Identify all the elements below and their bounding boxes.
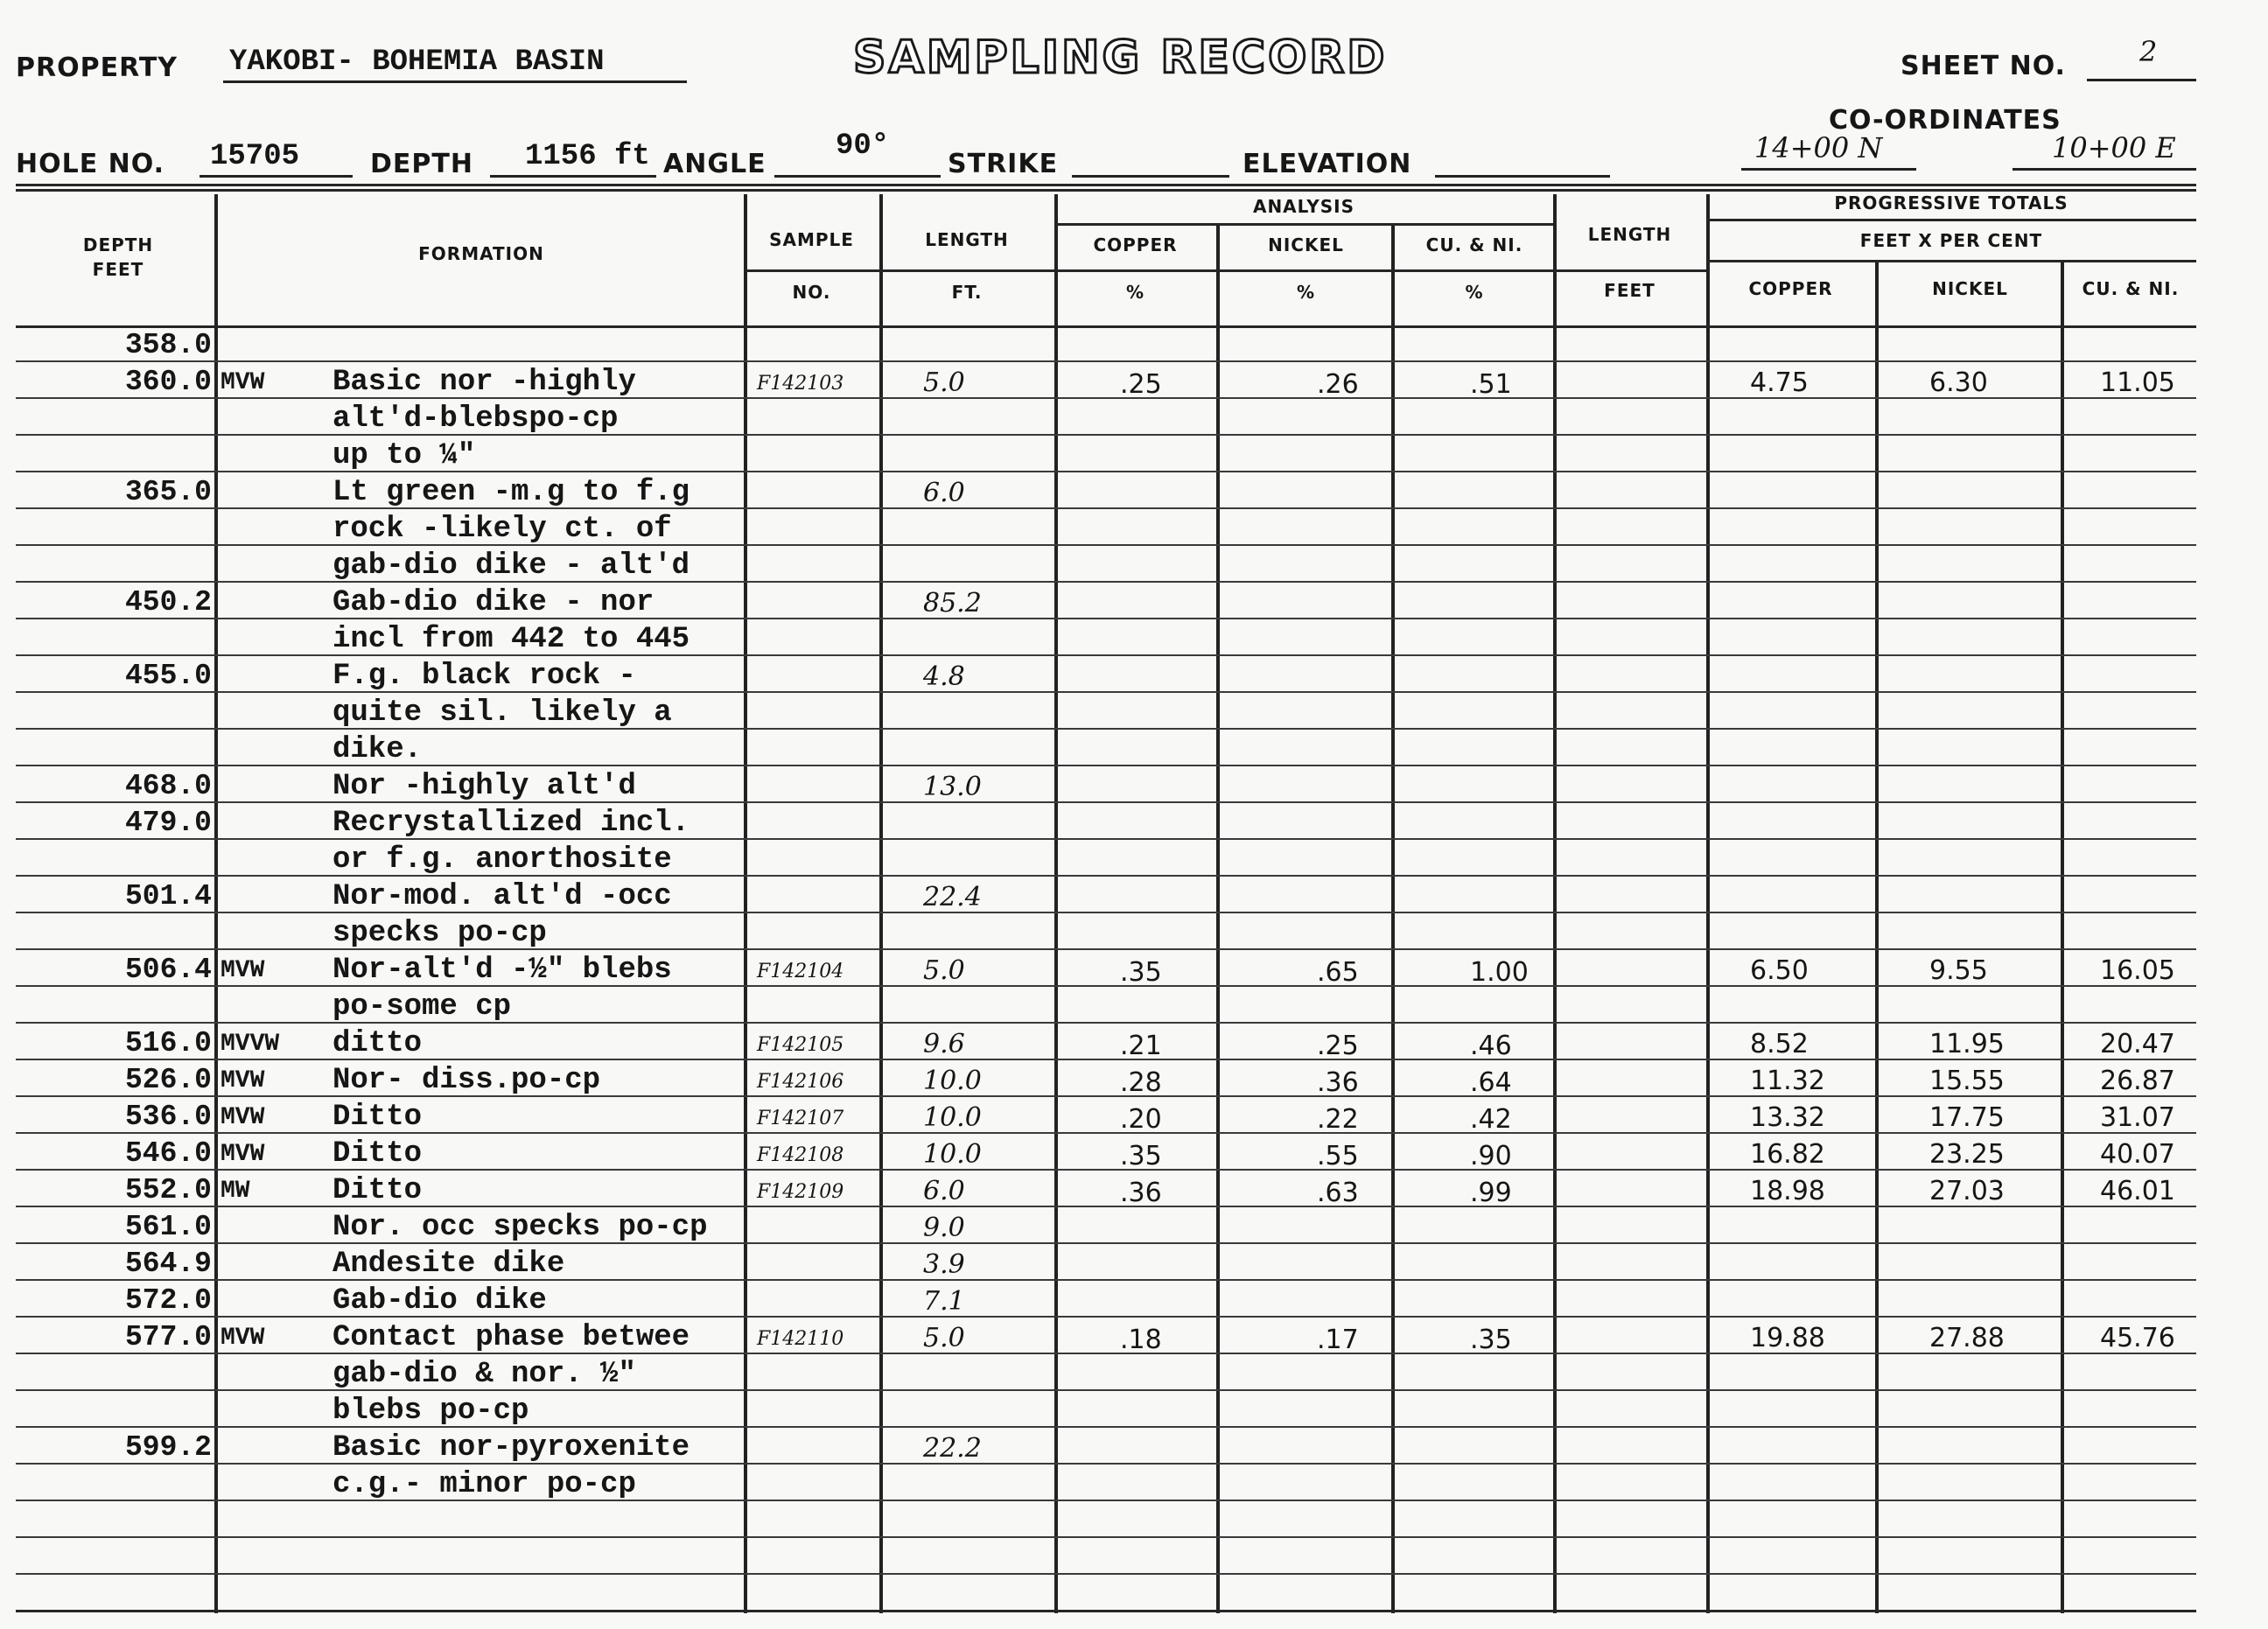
depth-value: 501.4: [124, 880, 212, 912]
formation-text: ditto: [332, 1027, 423, 1060]
depth-value: 536.0: [124, 1101, 212, 1133]
cuni-pct: .64: [1470, 1067, 1512, 1098]
depth-value: 552.0: [124, 1174, 212, 1206]
sample-number: F142109: [757, 1181, 844, 1203]
hole-label: HOLE NO.: [16, 149, 165, 179]
progressive-copper: 8.52: [1750, 1029, 1809, 1059]
table-top-rule: [16, 184, 2196, 186]
length-value: 6.0: [923, 1176, 965, 1206]
col-sample-line2: NO.: [792, 282, 831, 303]
progressive-nickel: 15.55: [1929, 1066, 2005, 1096]
col-nickel-pct: %: [1296, 282, 1316, 303]
zone-code: MVW: [220, 1141, 265, 1168]
progressive-copper: 4.75: [1750, 367, 1809, 398]
depth-value: 506.4: [124, 954, 212, 986]
col-divider-sample: [879, 194, 883, 1613]
table-bottom-rule: [16, 1610, 2196, 1612]
progressive-cuni: 45.76: [2100, 1323, 2175, 1353]
formation-text: Gab-dio dike: [332, 1284, 547, 1318]
length-value: 3.9: [923, 1249, 965, 1280]
progressive-nickel: 27.88: [1929, 1323, 2005, 1353]
depth-value: 360.0: [124, 366, 212, 398]
depth-value: 561.0: [124, 1211, 212, 1243]
coord-n-underline: [1741, 168, 1916, 171]
col-divider-formation: [744, 194, 747, 1613]
progressive-cuni: 20.47: [2100, 1029, 2175, 1059]
cuni-pct: .46: [1470, 1031, 1512, 1061]
formation-text: Contact phase betwee: [332, 1321, 690, 1354]
progressive-copper: 18.98: [1750, 1176, 1825, 1206]
formation-text: Recrystallized incl.: [332, 807, 690, 840]
length-value: 85.2: [923, 588, 982, 619]
hole-underline: [200, 175, 353, 178]
length-value: 5.0: [923, 367, 965, 398]
nickel-pct: .55: [1317, 1141, 1359, 1171]
copper-pct: .35: [1120, 1141, 1162, 1171]
zone-code: MVW: [220, 957, 265, 984]
col-divider-pcopper: [1875, 262, 1879, 1613]
depth-underline: [490, 175, 656, 178]
progressive-cuni: 26.87: [2100, 1066, 2175, 1096]
zone-code: MVW: [220, 1325, 265, 1352]
nickel-pct: .26: [1317, 369, 1359, 400]
coord-e-underline: [2012, 168, 2196, 171]
copper-pct: .20: [1120, 1104, 1162, 1135]
elevation-underline: [1435, 175, 1610, 178]
ruled-line: [16, 360, 2196, 362]
elevation-label: ELEVATION: [1242, 149, 1412, 179]
progressive-cuni: 46.01: [2100, 1176, 2175, 1206]
col-formation: FORMATION: [418, 243, 544, 264]
cuni-pct: 1.00: [1470, 957, 1529, 988]
length-value: 22.4: [923, 882, 982, 912]
length-value: 10.0: [923, 1139, 982, 1170]
col-depth-line2: FEET: [92, 259, 144, 280]
formation-text: Nor. occ specks po-cp: [332, 1211, 708, 1244]
col-cuni: CU. & NI.: [1425, 234, 1523, 255]
col-divider-length: [1054, 194, 1058, 1613]
coordinates-label: CO-ORDINATES: [1829, 105, 2062, 136]
sample-number: F142105: [757, 1034, 844, 1056]
property-value: YAKOBI- BOHEMIA BASIN: [229, 45, 605, 79]
progressive-copper: 6.50: [1750, 955, 1809, 986]
sample-number: F142106: [757, 1071, 844, 1093]
copper-pct: .21: [1120, 1031, 1162, 1061]
coord-n-value: 14+00 N: [1754, 131, 1883, 164]
formation-text: alt'd-blebspo-cp: [332, 402, 619, 436]
col-divider-length2: [1706, 194, 1710, 1613]
depth-value: 516.0: [124, 1027, 212, 1059]
coord-e-value: 10+00 E: [2052, 131, 2176, 164]
length-value: 5.0: [923, 1323, 965, 1353]
progressive-nickel: 17.75: [1929, 1102, 2005, 1133]
sample-number: F142110: [757, 1328, 844, 1350]
depth-value: 468.0: [124, 770, 212, 802]
depth-value: 479.0: [124, 807, 212, 839]
depth-value: 358.0: [124, 329, 212, 361]
cuni-pct: .35: [1470, 1325, 1512, 1355]
length-value: 22.2: [923, 1433, 982, 1464]
col-depth-line1: DEPTH: [82, 234, 154, 255]
copper-pct: .18: [1120, 1325, 1162, 1355]
formation-text: dike.: [332, 733, 423, 766]
formation-text: Basic nor-pyroxenite: [332, 1431, 690, 1465]
property-label: PROPERTY: [16, 52, 178, 83]
formation-text: up to ¼": [332, 439, 476, 472]
col-length-line1: LENGTH: [925, 229, 1009, 250]
progressive-cuni: 31.07: [2100, 1102, 2175, 1133]
col-header-bottom-rule: [16, 325, 2196, 328]
nickel-pct: .25: [1317, 1031, 1359, 1061]
col-cuni-pct: %: [1465, 282, 1484, 303]
copper-pct: .35: [1120, 957, 1162, 988]
col-analysis: ANALYSIS: [1252, 196, 1355, 217]
formation-text: specks po-cp: [332, 917, 547, 950]
progressive-cuni: 40.07: [2100, 1139, 2175, 1170]
length-value: 4.8: [923, 661, 965, 692]
col-header-mid-rule: [744, 269, 1706, 272]
feet-pct-rule: [1706, 260, 2196, 262]
table-top-rule-2: [16, 189, 2196, 192]
sample-number: F142108: [757, 1144, 844, 1166]
depth-value: 526.0: [124, 1064, 212, 1096]
copper-pct: .28: [1120, 1067, 1162, 1098]
formation-text: Nor- diss.po-cp: [332, 1064, 601, 1097]
depth-value: 546.0: [124, 1137, 212, 1170]
formation-text: c.g.- minor po-cp: [332, 1468, 636, 1501]
cuni-pct: .90: [1470, 1141, 1512, 1171]
depth-value: 1156 ft: [525, 140, 650, 173]
nickel-pct: .65: [1317, 957, 1359, 988]
cuni-pct: .42: [1470, 1104, 1512, 1135]
angle-label: ANGLE: [663, 149, 766, 179]
formation-text: gab-dio dike - alt'd: [332, 549, 690, 583]
formation-text: rock -likely ct. of: [332, 513, 672, 546]
formation-text: quite sil. likely a: [332, 696, 672, 730]
col-copper-pct: %: [1125, 282, 1145, 303]
col-p-cuni: CU. & NI.: [2082, 278, 2180, 299]
sample-number: F142103: [757, 373, 844, 395]
col-sample-line1: SAMPLE: [769, 229, 854, 250]
depth-value: 577.0: [124, 1321, 212, 1353]
progressive-copper: 19.88: [1750, 1323, 1825, 1353]
formation-text: Basic nor -highly: [332, 366, 636, 399]
length-value: 10.0: [923, 1102, 982, 1133]
page-title: SAMPLING RECORD: [853, 31, 1388, 84]
col-p-nickel: NICKEL: [1932, 278, 2008, 299]
progressive-nickel: 6.30: [1929, 367, 1988, 398]
col-divider-pnickel: [2061, 262, 2064, 1613]
zone-code: MVVW: [220, 1031, 280, 1058]
zone-code: MVW: [220, 369, 265, 396]
length-value: 9.0: [923, 1213, 965, 1243]
depth-value: 564.9: [124, 1248, 212, 1280]
zone-code: MVW: [220, 1104, 265, 1131]
progressive-copper: 16.82: [1750, 1139, 1825, 1170]
col-divider-depth: [214, 194, 218, 1613]
depth-value: 455.0: [124, 660, 212, 692]
col-length2-line2: FEET: [1604, 280, 1656, 301]
length-value: 13.0: [923, 772, 982, 802]
formation-text: Ditto: [332, 1101, 423, 1134]
formation-text: Andesite dike: [332, 1248, 565, 1281]
cuni-pct: .51: [1470, 369, 1512, 400]
zone-code: MVW: [220, 1067, 265, 1094]
formation-text: or f.g. anorthosite: [332, 843, 672, 877]
col-p-copper: COPPER: [1748, 278, 1833, 299]
sheet-value: 2: [2139, 35, 2158, 68]
formation-text: Ditto: [332, 1174, 423, 1207]
col-prog-totals: PROGRESSIVE TOTALS: [1834, 192, 2068, 213]
depth-value: 365.0: [124, 476, 212, 508]
formation-text: Nor -highly alt'd: [332, 770, 636, 803]
angle-value: 90°: [836, 129, 890, 163]
copper-pct: .36: [1120, 1178, 1162, 1208]
length-value: 5.0: [923, 955, 965, 986]
strike-underline: [1072, 175, 1229, 178]
formation-text: Ditto: [332, 1137, 423, 1171]
progressive-nickel: 27.03: [1929, 1176, 2005, 1206]
formation-text: F.g. black rock -: [332, 660, 636, 693]
progressive-copper: 13.32: [1750, 1102, 1825, 1133]
nickel-pct: .63: [1317, 1178, 1359, 1208]
sample-number: F142107: [757, 1108, 844, 1129]
progressive-nickel: 9.55: [1929, 955, 1988, 986]
formation-text: Gab-dio dike - nor: [332, 586, 654, 619]
col-length-line2: FT.: [951, 282, 983, 303]
col-length2-line1: LENGTH: [1587, 224, 1672, 245]
col-divider-cuni: [1553, 194, 1557, 1613]
col-copper: COPPER: [1093, 234, 1178, 255]
formation-text: incl from 442 to 445: [332, 623, 690, 656]
strike-label: STRIKE: [948, 149, 1059, 179]
analysis-rule: [1054, 223, 1553, 226]
prog-rule: [1706, 219, 2196, 221]
length-value: 10.0: [923, 1066, 982, 1096]
zone-code: MW: [220, 1178, 250, 1205]
depth-value: 450.2: [124, 586, 212, 619]
length-value: 9.6: [923, 1029, 965, 1059]
ruled-line: [16, 1573, 2196, 1575]
ruled-line: [16, 1536, 2196, 1538]
nickel-pct: .36: [1317, 1067, 1359, 1098]
nickel-pct: .22: [1317, 1104, 1359, 1135]
property-underline: [223, 80, 687, 83]
progressive-copper: 11.32: [1750, 1066, 1825, 1096]
progressive-nickel: 23.25: [1929, 1139, 2005, 1170]
copper-pct: .25: [1120, 369, 1162, 400]
formation-text: Nor-alt'd -½" blebs: [332, 954, 672, 987]
length-value: 7.1: [923, 1286, 965, 1317]
depth-value: 599.2: [124, 1431, 212, 1464]
sample-number: F142104: [757, 961, 844, 982]
progressive-cuni: 11.05: [2100, 367, 2175, 398]
cuni-pct: .99: [1470, 1178, 1512, 1208]
angle-underline: [774, 175, 941, 178]
formation-text: Nor-mod. alt'd -occ: [332, 880, 672, 913]
nickel-pct: .17: [1317, 1325, 1359, 1355]
col-nickel: NICKEL: [1268, 234, 1344, 255]
hole-value: 15705: [210, 140, 300, 173]
sheet-underline: [2087, 79, 2196, 81]
length-value: 6.0: [923, 478, 965, 508]
col-feet-x-pct: FEET X PER CENT: [1859, 230, 2043, 251]
depth-value: 572.0: [124, 1284, 212, 1317]
progressive-cuni: 16.05: [2100, 955, 2175, 986]
formation-text: Lt green -m.g to f.g: [332, 476, 690, 509]
formation-text: gab-dio & nor. ½": [332, 1358, 636, 1391]
depth-label: DEPTH: [370, 149, 473, 179]
formation-text: blebs po-cp: [332, 1395, 529, 1428]
sheet-label: SHEET NO.: [1900, 51, 2066, 81]
formation-text: po-some cp: [332, 990, 512, 1024]
progressive-nickel: 11.95: [1929, 1029, 2005, 1059]
